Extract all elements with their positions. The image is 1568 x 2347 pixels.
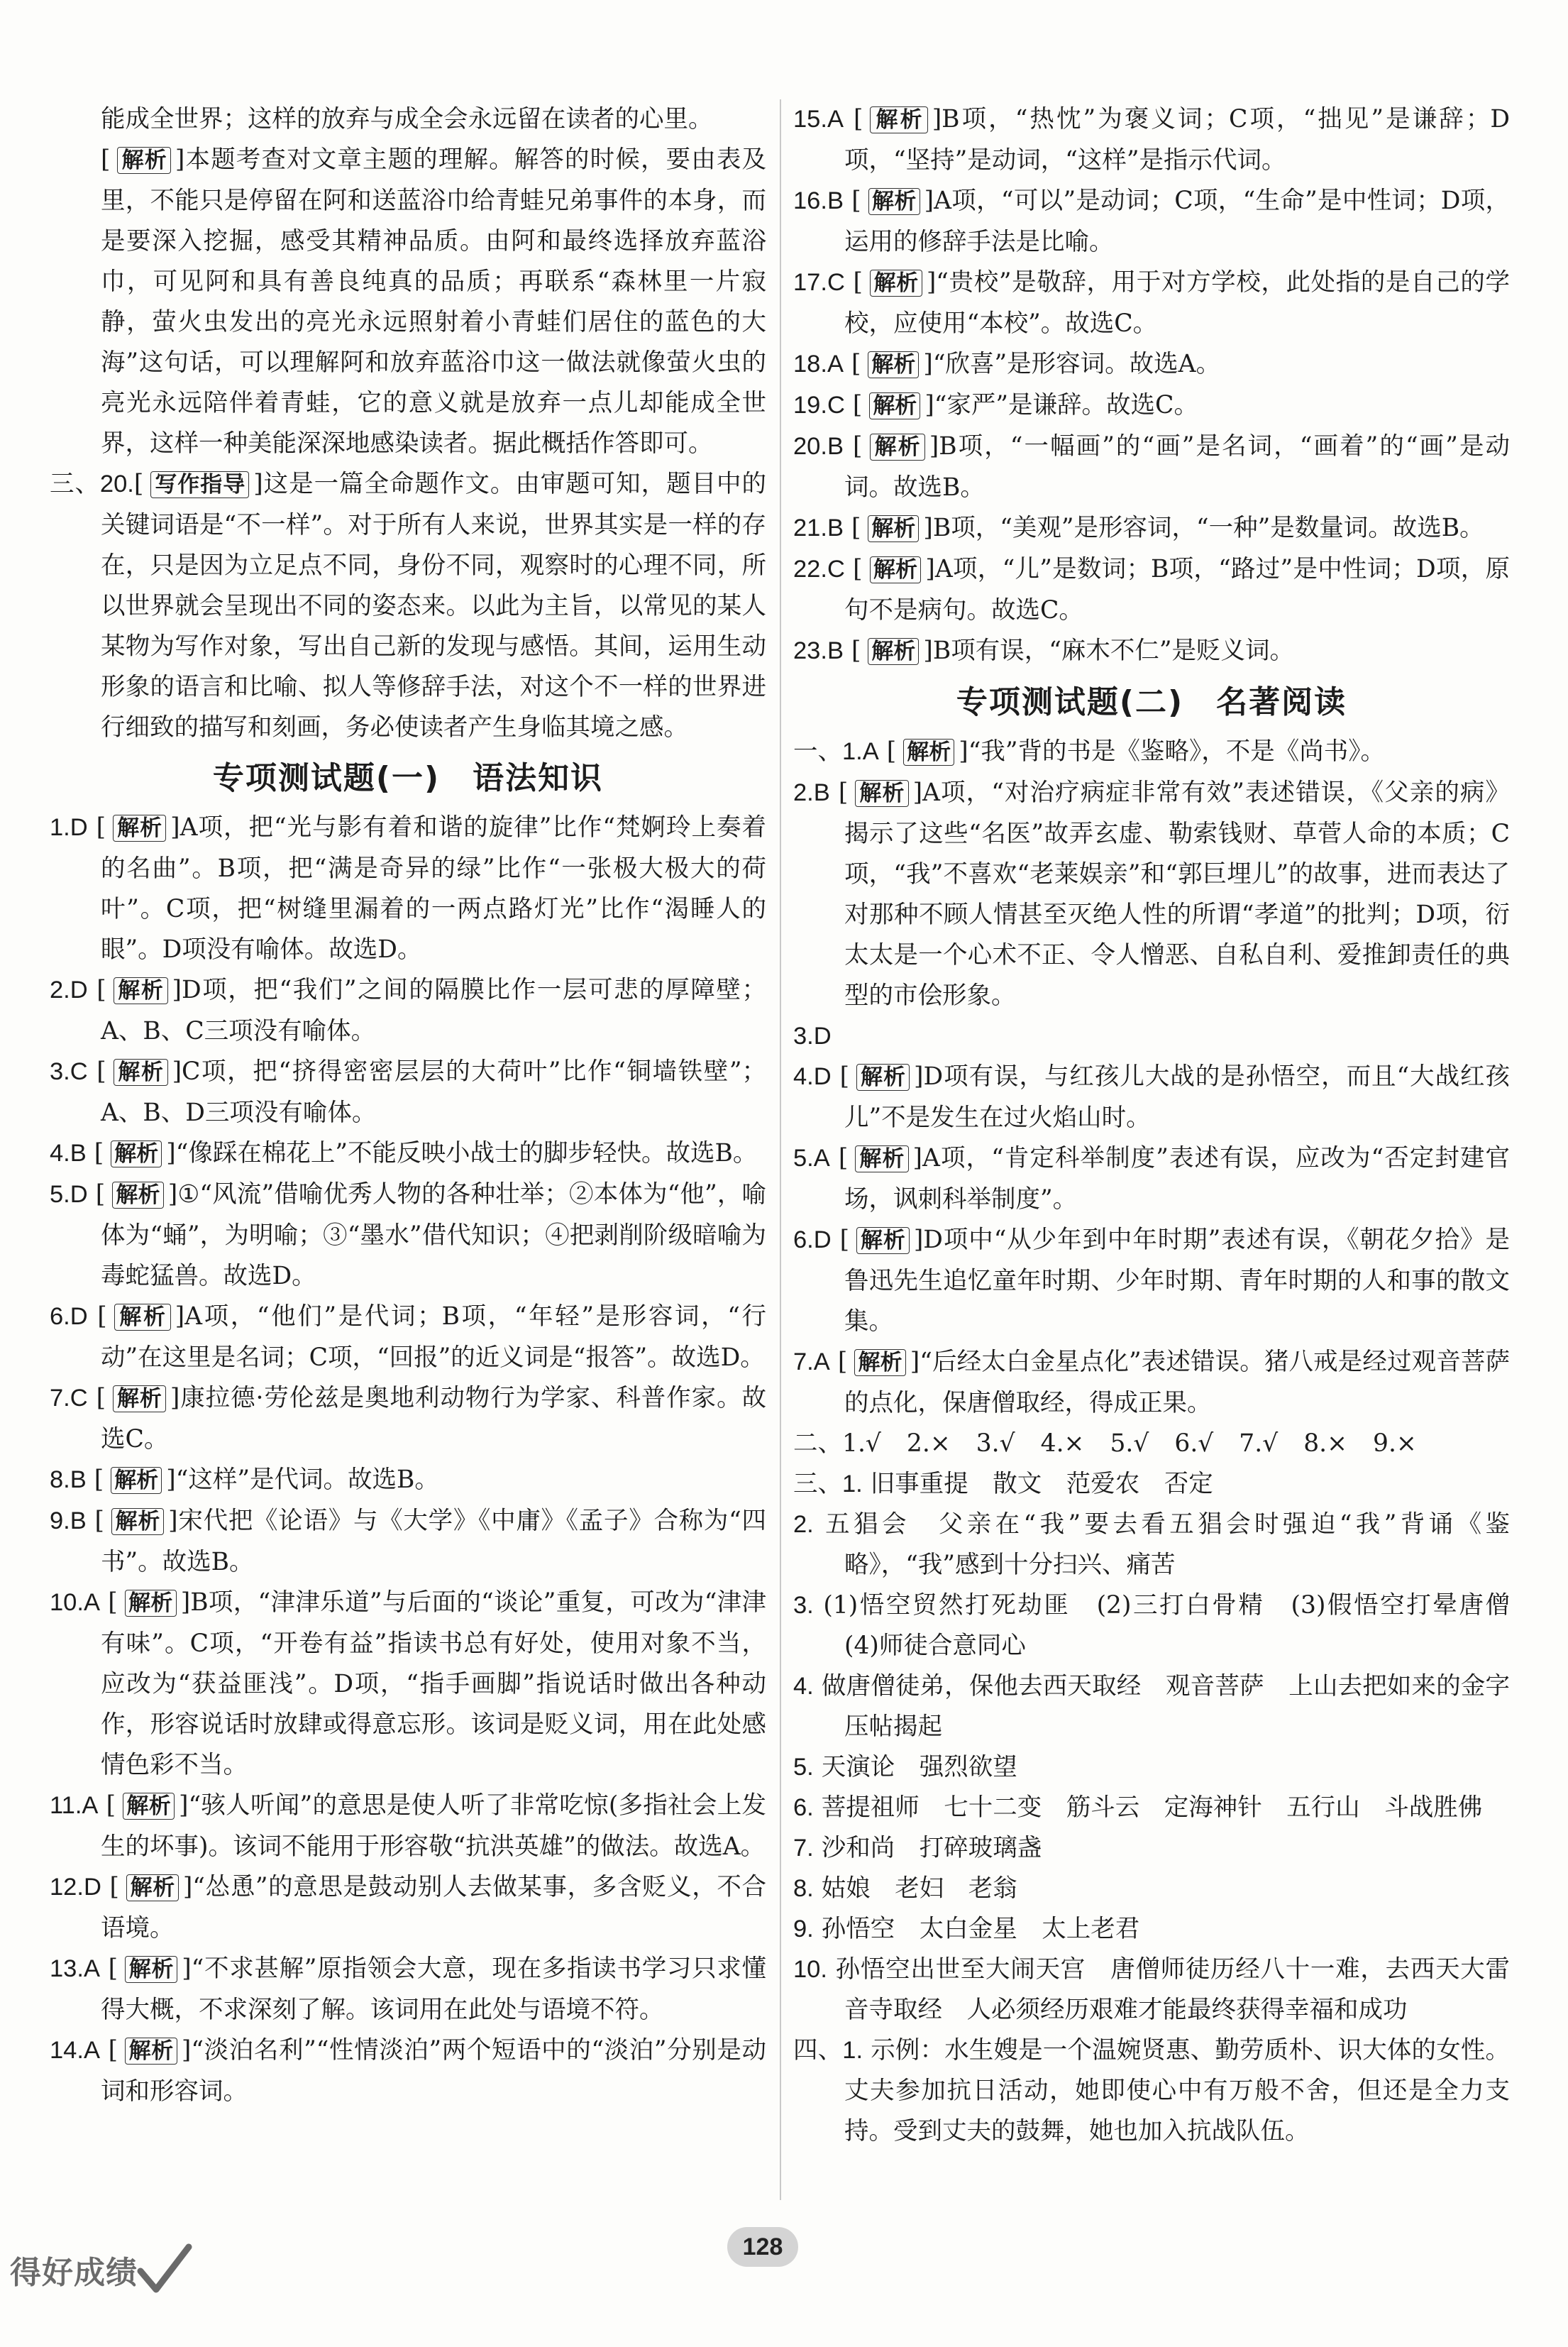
answer-text: D项有误，与红孩儿大战的是孙悟空，而且“大战红孩儿”不是发生在过火焰山时。 — [844, 1062, 1511, 1132]
answer-item: 17.C [ 解析 ]“贵校”是敬辞，用于对方学校，此处指的是自己的学校，应使用“本校”。故选C。 — [793, 268, 1510, 338]
answer-text: “欣喜”是形容词。故选A。 — [932, 350, 1221, 378]
question-number: 2.B — [793, 779, 830, 806]
answer-text: “家严”是谦辞。故选C。 — [934, 391, 1198, 419]
answer-text: D项，把“我们”之间的隔膜比作一层可悲的厚障壁；A、B、C三项没有喻体。 — [101, 976, 767, 1045]
fill-answer-item — [793, 1869, 1510, 1909]
question-number: 12.D — [50, 1874, 101, 1901]
answer-text: 孙悟空 太白金星 太上老君 — [821, 1915, 1140, 1943]
fill-answer-item — [793, 1464, 1510, 1505]
left-column — [50, 99, 766, 2112]
answer-item: 8.B [ 解析 ]“这样”是代词。故选B。 — [50, 1466, 439, 1494]
analysis-paragraph: [ 解析 ]本题考查对文章主题的理解。解答的时候，要由表及里，不能只是停留在阿和送蓝浴巾给青蛙兄弟事件的本身，而是要深入挖掘，感受其精神品质。由阿和最终选择放弃蓝浴巾，可见阿和具有善良纯真的品质；再联系“森林里一片寂静，萤火虫发出的亮光永远照射着小青蛙们居住的蓝色的大海”这句话，可以理解阿和放弃蓝浴巾这一做法就像萤火虫的亮光永远陪伴着青蛙，它的意义就是放弃一点儿却能成全世界，这样一种美能深深地感染读者。据此概括作答即可。 — [101, 145, 767, 458]
question-number: 三、20. — [50, 471, 134, 498]
answer-item: 一、1.A [ 解析 ]“我”背的书是《鉴略》，不是《尚书》。 — [793, 737, 1385, 766]
analysis-tag: 解析 — [870, 270, 922, 297]
analysis-tag: 解析 — [114, 1304, 171, 1331]
guide-tag: 写作指导 — [150, 471, 249, 498]
question-number: 一、1.A — [793, 738, 879, 765]
answer-text: B项，“美观”是形容词，“一种”是数量词。故选B。 — [932, 514, 1484, 542]
judge-answer: 1.√ — [842, 1429, 881, 1458]
question-number: 21.B — [793, 515, 844, 542]
answer-text: 沙和尚 打碎玻璃盏 — [821, 1834, 1042, 1862]
brand-text: 得好成绩 — [10, 2255, 138, 2291]
question-number: 17.C — [793, 269, 845, 296]
right-column — [793, 99, 1535, 2152]
question-number: 9.B — [50, 1507, 87, 1534]
question-number: 3.C — [50, 1058, 88, 1085]
judge-answer: 2.× — [906, 1429, 951, 1458]
answer-text: A项，“他们”是代词；B项，“年轻”是形容词，“行动”在这里是名词；C项，“回报”的近义词是“报答”。故选D。 — [101, 1302, 767, 1372]
section-title-classics: 专项测试题(二) 名著阅读 — [956, 684, 1347, 720]
analysis-tag: 解析 — [903, 739, 954, 766]
grammar-answer-list — [50, 808, 766, 2112]
question-number: 7.C — [50, 1385, 88, 1412]
answer-item: 15.A [ 解析 ]B项，“热忱”为褒义词；C项，“拙见”是谦辞；D项，“坚持”是动词，“这样”是指示代词。 — [793, 105, 1510, 175]
answer-text: “后经太白金星点化”表述错误。猪八戒是经过观音菩萨的点化，保唐僧取经，得成正果。 — [844, 1348, 1511, 1417]
answer-text: 示例：水生嫂是一个温婉贤惠、勤劳质朴、识大体的女性。丈夫参加抗日活动，她即使心中有万般不舍，但还是全力支持。受到丈夫的鼓舞，她也加入抗战队伍。 — [844, 2036, 1510, 2145]
analysis-tag: 解析 — [870, 434, 925, 461]
question-number: 2.D — [50, 977, 88, 1004]
answer-item: 3.C [ 解析 ]C项，把“挤得密密层层的大荷叶”比作“铜墙铁壁”；A、B、D三项没有喻体。 — [50, 1057, 766, 1127]
question-number: 18.A — [793, 351, 844, 378]
answer-item: 4.B [ 解析 ]“像踩在棉花上”不能反映小战士的脚步轻快。故选B。 — [50, 1139, 758, 1167]
question-number: 2. — [793, 1511, 814, 1538]
analysis-tag: 解析 — [111, 1467, 162, 1494]
analysis-tag: 解析 — [111, 1508, 164, 1535]
analysis-tag: 解析 — [868, 515, 919, 542]
answer-text: (1)悟空贸然打死劫匪 (2)三打白骨精 (3)假悟空打晕唐僧 (4)师徒合意同心 — [823, 1591, 1535, 1660]
answer-text: “贵校”是敬辞，用于对方学校，此处指的是自己的学校，应使用“本校”。故选C。 — [844, 268, 1510, 338]
question-number: 7. — [793, 1835, 814, 1862]
question-number: 8.B — [50, 1466, 87, 1493]
judge-answer: 9.× — [1373, 1429, 1417, 1458]
analysis-tag: 解析 — [870, 106, 927, 133]
question-number: 5. — [793, 1754, 814, 1781]
answer-item: 10.A [ 解析 ]B项，“津津乐道”与后面的“谈论”重复，可改为“津津有味”。C项，“开卷有益”指读书总有好处，使用对象不当，应改为“获益匪浅”。D项，“指手画脚”指说话时做出各种动作，形容说话时放肆或得意忘形。该词是贬义词，用在此处感情色彩不当。 — [50, 1588, 766, 1779]
answer-item: 1.D [ 解析 ]A项，把“光与影有着和谐的旋律”比作“梵婀玲上奏着的名曲”。B项，把“满是奇异的绿”比作“一张极大极大的荷叶”。C项，把“树缝里漏着的一两点路灯光”比作“渴睡人的眼”。D项没有喻体。故选D。 — [50, 813, 767, 964]
answer-item: 19.C [ 解析 ]“家严”是谦辞。故选C。 — [793, 391, 1198, 419]
checkmark-icon — [136, 2243, 193, 2299]
section-title-grammar: 专项测试题(一) 语法知识 — [212, 760, 604, 796]
answer-item: 11.A [ 解析 ]“骇人听闻”的意思是使人听了非常吃惊(多指社会上发生的坏事)。该词不能用于形容敬“抗洪英雄”的做法。故选A。 — [50, 1791, 767, 1861]
answer-text: B项，“津津乐道”与后面的“谈论”重复，可改为“津津有味”。C项，“开卷有益”指读书总有好处，使用对象不当，应改为“获益匪浅”。D项，“指手画脚”指说话时做出各种动作，形容说话时放肆或得意忘形。该词是贬义词，用在此处感情色彩不当。 — [101, 1588, 766, 1779]
answer-item: 2.B [ 解析 ]A项，“对治疗病症非常有效”表述错误，《父亲的病》揭示了这些“名医”故弄玄虚、勒索钱财、草菅人命的本质；C项，“我”不喜欢“老莱娱亲”和“郭巨埋儿”的故事，进而表达了对那种不顾人情甚至灭绝人性的所谓“孝道”的批判；D项，衍太太是一个心术不正、令人憎恶、自私自利、爱推卸责任的典型的市侩形象。 — [793, 779, 1511, 1010]
question-number: 10. — [793, 1956, 827, 1983]
question-number: 8. — [793, 1875, 814, 1902]
question-number: 3.D — [793, 1023, 832, 1050]
question-number: 19.C — [793, 392, 845, 419]
answer-item: 6.D [ 解析 ]A项，“他们”是代词；B项，“年轻”是形容词，“行动”在这里是名词；C项，“回报”的近义词是“报答”。故选D。 — [50, 1302, 767, 1372]
guide-text: 这是一篇全命题作文。由审题可知，题目中的关键词语是“不一样”。对于所有人来说，世界其实是一样的存在，只是因为立足点不同，身份不同，观察时的心理不同，所以世界就会呈现出不同的姿态来。以此为主旨，以常见的某人某物为写作对象，写出自己新的发现与感悟。其间，运用生动形象的语言和比喻、拟人等修辞手法，对这个不一样的世界进行细致的描写和刻画，务必使读者产生身临其境之感。 — [101, 470, 767, 742]
answer-text: D项中“从少年到中年时期”表述有误，《朝花夕拾》是鲁迅先生追忆童年时期、少年时期、青年时期的人和事的散文集。 — [844, 1226, 1511, 1336]
analysis-tag: 解析 — [856, 1227, 910, 1254]
answer-text: “淡泊名利”“性情淡泊”两个短语中的“淡泊”分别是动词和形容词。 — [101, 2036, 766, 2106]
analysis-tag: 解析 — [855, 1145, 908, 1172]
question-number: 4.D — [793, 1063, 832, 1090]
answer-item: 22.C [ 解析 ]A项，“儿”是数词；B项，“路过”是中性词；D项，原句不是病句。故选C。 — [793, 555, 1510, 625]
analysis-tag: 解析 — [869, 392, 920, 419]
brand-logo — [10, 2243, 194, 2299]
answer-text: 天演论 强烈欲望 — [821, 1753, 1017, 1781]
true-false-answers — [793, 1424, 1510, 1464]
question-number: 15.A — [793, 106, 844, 133]
analysis-tag: 解析 — [114, 977, 168, 1004]
answer-text: A项，“肯定科举制度”表述有误，应改为“否定封建官场，讽刺科举制度”。 — [844, 1144, 1510, 1214]
analysis-tag: 解析 — [126, 1874, 179, 1901]
fill-in-answer-list — [793, 1464, 1535, 2152]
page-number: 128 — [727, 2227, 798, 2267]
fill-answer-item — [793, 1828, 1510, 1869]
question-number: 3. — [793, 1592, 814, 1619]
analysis-tag: 解析 — [112, 1182, 163, 1209]
question-number: 7.A — [793, 1348, 830, 1375]
grammar-answer-list-cont — [793, 99, 1510, 672]
answer-item: 5.D [ 解析 ]①“风流”借喻优秀人物的各种壮举；②本体为“他”，喻体为“蛹”，为明喻；③“墨水”借代知识；④把剥削阶级暗喻为毒蛇猛兽。故选D。 — [50, 1180, 766, 1290]
analysis-tag: 解析 — [117, 147, 170, 174]
answer-text: “不求甚解”原指领会大意，现在多指读书学习只求懂得大概，不求深刻了解。该词用在此处与语境不符。 — [101, 1955, 766, 2024]
analysis-tag: 解析 — [123, 1793, 175, 1820]
answer-text: A项，“可以”是动词；C项，“生命”是中性词；D项，运用的修辞手法是比喻。 — [844, 187, 1510, 256]
analysis-tag: 解析 — [868, 351, 919, 378]
question-number: 三、1. — [793, 1471, 863, 1497]
answer-item: 23.B [ 解析 ]B项有误，“麻木不仁”是贬义词。 — [793, 637, 1295, 665]
question-number: 4.B — [50, 1140, 87, 1167]
fill-answer-item — [793, 1747, 1510, 1788]
question-number: 6.D — [50, 1303, 88, 1330]
question-number: 9. — [793, 1915, 814, 1942]
answer-text: 五猖会 父亲在“我”要去看五猖会时强迫“我”背诵《鉴略》，“我”感到十分扫兴、痛苦 — [825, 1510, 1510, 1579]
answer-text: B项，“热忱”为褒义词；C项，“拙见”是谦辞；D项，“坚持”是动词，“这样”是指示代词。 — [844, 105, 1510, 175]
analysis-tag: 解析 — [868, 188, 920, 215]
question-number: 13.A — [50, 1955, 100, 1982]
answer-item: 4.D [ 解析 ]D项有误，与红孩儿大战的是孙悟空，而且“大战红孩儿”不是发生在过火焰山时。 — [793, 1062, 1511, 1132]
answer-item: 7.A [ 解析 ]“后经太白金星点化”表述错误。猪八戒是经过观音菩萨的点化，保唐僧取经，得成正果。 — [793, 1348, 1511, 1417]
judge-answer: 5.√ — [1110, 1429, 1149, 1458]
answer-item: 2.D [ 解析 ]D项，把“我们”之间的隔膜比作一层可悲的厚障壁；A、B、C三项没有喻体。 — [50, 976, 767, 1045]
answer-item: 16.B [ 解析 ]A项，“可以”是动词；C项，“生命”是中性词；D项，运用的修辞手法是比喻。 — [793, 187, 1510, 256]
judge-answer: 6.√ — [1174, 1429, 1214, 1458]
analysis-tag: 解析 — [125, 1956, 177, 1983]
judge-answer: 3.√ — [976, 1429, 1015, 1458]
analysis-tag: 解析 — [125, 2038, 177, 2065]
answer-item: 21.B [ 解析 ]B项，“美观”是形容词，“一种”是数量词。故选B。 — [793, 514, 1484, 542]
answer-item: 6.D [ 解析 ]D项中“从少年到中年时期”表述有误，《朝花夕拾》是鲁迅先生追忆童年时期、少年时期、青年时期的人和事的散文集。 — [793, 1226, 1511, 1336]
judge-answer: 4.× — [1040, 1429, 1085, 1458]
fill-answer-item — [793, 1666, 1510, 1747]
judge-answer: 8.× — [1303, 1429, 1348, 1458]
answer-item: 9.B [ 解析 ]宋代把《论语》与《大学》《中庸》《孟子》合称为“四书”。故选B。 — [50, 1507, 766, 1576]
answer-text: “这样”是代词。故选B。 — [175, 1466, 439, 1494]
answer-text: C项，把“挤得密密层层的大荷叶”比作“铜墙铁壁”；A、B、D三项没有喻体。 — [101, 1057, 766, 1127]
fill-answer-item — [793, 1505, 1510, 1585]
question-number: 10.A — [50, 1589, 100, 1616]
answer-item: 12.D [ 解析 ]“怂恿”的意思是鼓动别人去做某事，多含贬义，不合语境。 — [50, 1873, 766, 1942]
answer-text: ①“风流”借喻优秀人物的各种壮举；②本体为“他”，喻体为“蛹”，为明喻；③“墨水”借代知识；④把剥削阶级暗喻为毒蛇猛兽。故选D。 — [101, 1180, 766, 1290]
question-number: 16.B — [793, 187, 844, 214]
answer-text: 旧事重提 散文 范爱农 否定 — [870, 1470, 1213, 1498]
answer-item: 5.A [ 解析 ]A项，“肯定科举制度”表述有误，应改为“否定封建官场，讽刺科举制度”。 — [793, 1144, 1510, 1214]
answer-text: A项，把“光与影有着和谐的旋律”比作“梵婀玲上奏着的名曲”。B项，把“满是奇异的绿”比作“一张极大极大的荷叶”。C项，把“树缝里漏着的一两点路灯光”比作“渴睡人的眼”。D项没有喻体。故选D。 — [101, 813, 767, 964]
answer-text: B项，“一幅画”的“画”是名词，“画着”的“画”是动词。故选B。 — [844, 432, 1511, 502]
question-number: 23.B — [793, 637, 844, 664]
analysis-tag: 解析 — [113, 815, 166, 842]
answer-text: “我”背的书是《鉴略》，不是《尚书》。 — [968, 737, 1385, 766]
question-number: 5.D — [50, 1181, 88, 1208]
question-number: 11.A — [50, 1792, 99, 1819]
answer-text: A项，“儿”是数词；B项，“路过”是中性词；D项，原句不是病句。故选C。 — [844, 555, 1510, 625]
analysis-tag: 解析 — [856, 1064, 910, 1091]
answer-item: 14.A [ 解析 ]“淡泊名利”“性情淡泊”两个短语中的“淡泊”分别是动词和形容词。 — [50, 2036, 766, 2106]
question-number: 14.A — [50, 2037, 100, 2064]
fill-answer-item — [793, 2030, 1510, 2152]
fill-answer-item — [793, 1585, 1535, 1666]
answer-text: 姑娘 老妇 老翁 — [821, 1874, 1017, 1903]
fill-answer-item — [793, 1909, 1510, 1950]
answer-item: 20.B [ 解析 ]B项，“一幅画”的“画”是名词，“画着”的“画”是动词。故选B。 — [793, 432, 1511, 502]
answer-text: A项，“对治疗病症非常有效”表述错误，《父亲的病》揭示了这些“名医”故弄玄虚、勒索钱财、草菅人命的本质；C项，“我”不喜欢“老莱娱亲”和“郭巨埋儿”的故事，进而表达了对那种不顾人情甚至灭绝人性的所谓“孝道”的批判；D项，衍太太是一个心术不正、令人憎恶、自私自利、爱推卸责任的典型的市侩形象。 — [844, 779, 1511, 1010]
answer-text: “骇人听闻”的意思是使人听了非常吃惊(多指社会上发生的坏事)。该词不能用于形容敬“抗洪英雄”的做法。故选A。 — [101, 1791, 767, 1861]
answer-item: 13.A [ 解析 ]“不求甚解”原指领会大意，现在多指读书学习只求懂得大概，不求深刻了解。该词用在此处与语境不符。 — [50, 1955, 766, 2024]
answer-text: 康拉德·劳伦兹是奥地利动物行为学家、科普作家。故选C。 — [101, 1384, 766, 1453]
question-number: 4. — [793, 1673, 814, 1700]
analysis-tag: 解析 — [111, 1140, 162, 1167]
answer-text: 做唐僧徒弟，保他去西天取经 观音菩萨 上山去把如来的金字压帖揭起 — [821, 1672, 1511, 1741]
question-number: 20.B — [793, 433, 844, 460]
question-number: 6.D — [793, 1226, 832, 1253]
column-divider — [780, 99, 781, 2200]
writing-guide-paragraph: 三、20.[ 写作指导 ]这是一篇全命题作文。由审题可知，题目中的关键词语是“不一样”。对于所有人来说，世界其实是一样的存在，只是因为立足点不同，身份不同，观察时的心理不同，所以世界就会呈现出不同的姿态来。以此为主旨，以常见的某人某物为写作对象，写出自己新的发现与感悟。其间，运用生动形象的语言和比喻、拟人等修辞手法，对这个不一样的世界进行细致的描写和刻画，务必使读者产生身临其境之感。 — [50, 470, 767, 742]
answer-text: B项有误，“麻木不仁”是贬义词。 — [932, 637, 1295, 665]
question-number: 6. — [793, 1794, 814, 1821]
answer-text: 宋代把《论语》与《大学》《中庸》《孟子》合称为“四书”。故选B。 — [101, 1507, 766, 1576]
analysis-tag: 解析 — [868, 638, 919, 665]
answer-item: 7.C [ 解析 ]康拉德·劳伦兹是奥地利动物行为学家、科普作家。故选C。 — [50, 1384, 766, 1453]
answer-text: 孙悟空出世至大闹天宫 唐僧师徒历经八十一难，去西天大雷音寺取经 人必须经历艰难才能最终获得幸福和成功 — [835, 1955, 1511, 2024]
analysis-tag: 解析 — [113, 1385, 166, 1412]
answer-text: 能成全世界；这样的放弃与成全会永远留在读者的心里。 — [101, 105, 713, 133]
judge-answer: 7.√ — [1239, 1429, 1279, 1458]
classics-answer-list — [793, 732, 1510, 1424]
question-number: 5.A — [793, 1145, 830, 1172]
answer-item: 18.A [ 解析 ]“欣喜”是形容词。故选A。 — [793, 350, 1221, 378]
analysis-tag: 解析 — [125, 1590, 177, 1617]
fill-answer-item — [793, 1950, 1510, 2030]
analysis-tag: 解析 — [855, 780, 908, 807]
question-number: 1.D — [50, 814, 88, 841]
question-number: 22.C — [793, 556, 845, 583]
analysis-tag: 解析 — [114, 1059, 168, 1086]
answer-text: “像踩在棉花上”不能反映小战士的脚步轻快。故选B。 — [175, 1139, 758, 1167]
analysis-text: 本题考查对文章主题的理解。解答的时候，要由表及里，不能只是停留在阿和送蓝浴巾给青蛙兄弟事件的本身，而是要深入挖掘，感受其精神品质。由阿和最终选择放弃蓝浴巾，可见阿和具有善良纯真的品质；再联系“森林里一片寂静，萤火虫发出的亮光永远照射着小青蛙们居住的蓝色的大海”这句话，可以理解阿和放弃蓝浴巾这一做法就像萤火虫的亮光永远陪伴着青蛙，它的意义就是放弃一点儿却能成全世界，这样一种美能深深地感染读者。据此概括作答即可。 — [101, 145, 767, 458]
analysis-tag: 解析 — [870, 556, 922, 583]
analysis-tag: 解析 — [854, 1349, 905, 1376]
answer-text: 菩提祖师 七十二变 筋斗云 定海神针 五行山 斗战胜佛 — [821, 1793, 1483, 1822]
answer-item — [793, 1016, 1510, 1057]
fill-answer-item — [793, 1788, 1510, 1828]
section-number: 二、 — [793, 1430, 842, 1457]
answer-text: “怂恿”的意思是鼓动别人去做某事，多含贬义，不合语境。 — [101, 1873, 766, 1942]
question-number: 四、1. — [793, 2037, 863, 2064]
